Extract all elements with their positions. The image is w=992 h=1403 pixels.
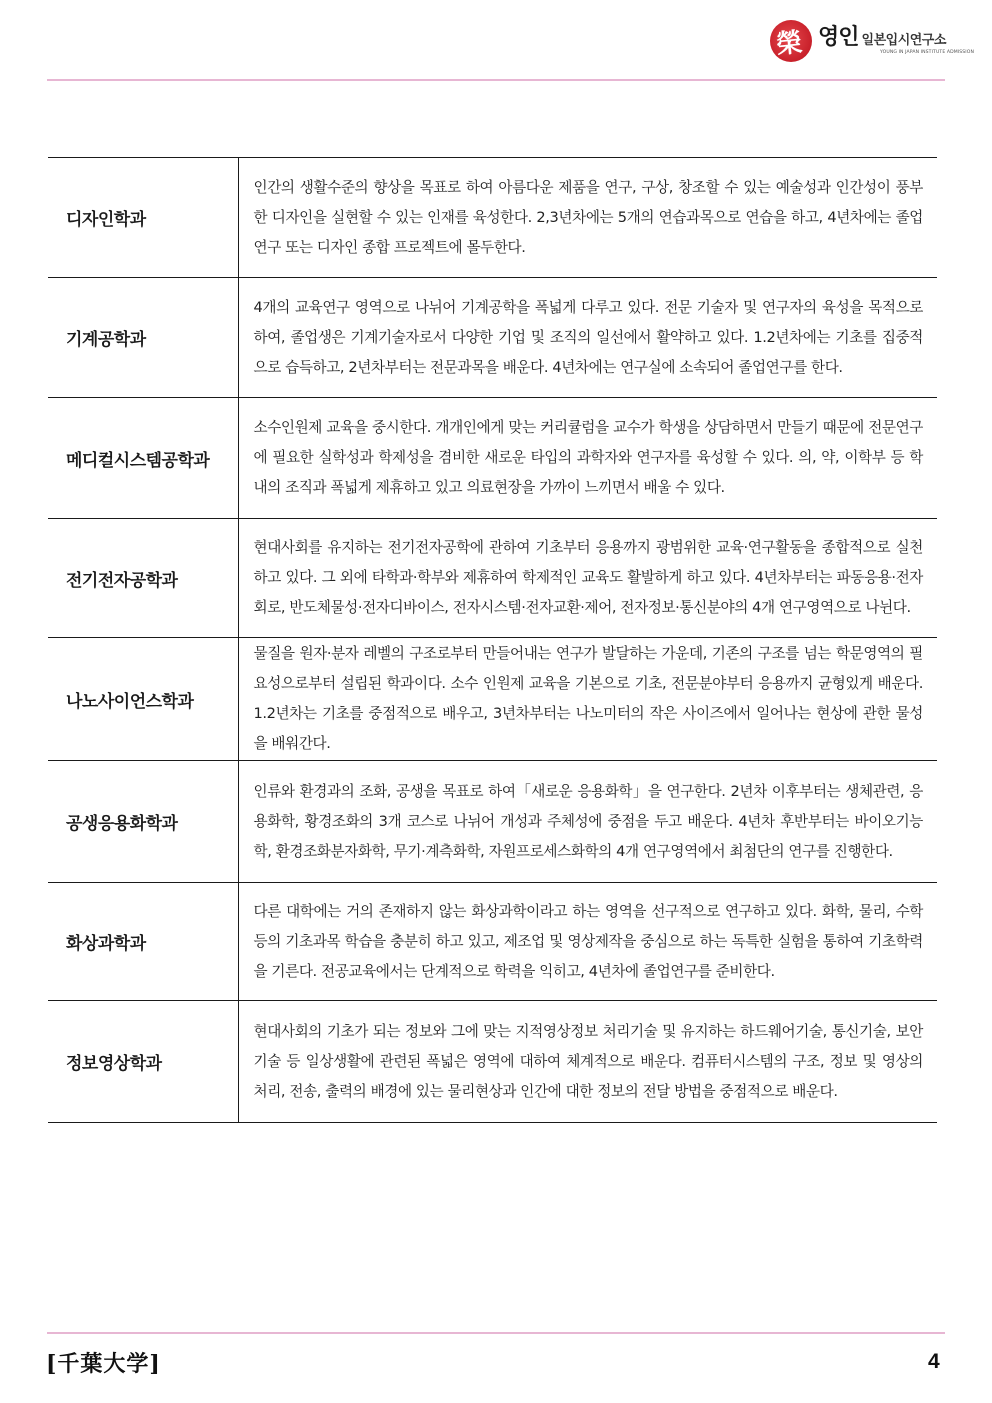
- department-description: 현대사회를 유지하는 전기전자공학에 관하여 기초부터 응용까지 광범위한 교육·연구활동을 종합적으로 실천하고 있다. 그 외에 타학과·학부와 제휴하여 학제적인 교육도 활발하게 하고 있다. 4년차부터는 파동응용·전자회로, 반도체물성·전자디바이스, 전자시스템·전자교환·제어, 전자정보·통신분야의 4개 연구영역으로 나뉜다.: [238, 519, 937, 638]
- table-row: [48, 398, 937, 519]
- table-row: [48, 638, 937, 761]
- department-table: [48, 157, 937, 1123]
- table-row: [48, 158, 937, 278]
- logo-tagline: YOUNG IN JAPAN INSTITUTE ADMISSION: [880, 49, 975, 55]
- table-row: [48, 883, 937, 1001]
- department-description: 소수인원제 교육을 중시한다. 개개인에게 맞는 커리큘럼을 교수가 학생을 상담하면서 만들기 때문에 전문연구에 필요한 실학성과 학제성을 겸비한 새로운 타입의 과학자와 연구자를 육성할 수 있다. 의, 약, 이학부 등 학내의 조직과 폭넓게 제휴하고 있고 의료현장을 가까이 느끼면서 배울 수 있다.: [238, 398, 937, 519]
- header-divider: [47, 79, 945, 81]
- department-description: 인간의 생활수준의 향상을 목표로 하여 아름다운 제품을 연구, 구상, 창조할 수 있는 예술성과 인간성이 풍부한 디자인을 실현할 수 있는 인재를 육성한다. 2,3년차에는 5개의 연습과목으로 연습을 하고, 4년차에는 졸업연구 또는 디자인 종합 프로젝트에 몰두한다.: [238, 158, 937, 278]
- department-name: 기계공학과: [48, 278, 238, 398]
- logo-sub-text: 일본입시연구소: [861, 32, 946, 48]
- table-row: [48, 519, 937, 638]
- logo-emblem-icon: [770, 20, 812, 62]
- department-name: 전기전자공학과: [48, 519, 238, 638]
- footer-divider: [47, 1332, 945, 1334]
- company-logo: [770, 18, 974, 64]
- department-description: 다른 대학에는 거의 존재하지 않는 화상과학이라고 하는 영역을 선구적으로 연구하고 있다. 화학, 물리, 수학 등의 기초과목 학습을 충분히 하고 있고, 제조업 및 영상제작을 중심으로 하는 독특한 실험을 통하여 기초학력을 기른다. 전공교육에서는 단계적으로 학력을 익히고, 4년차에 졸업연구를 준비한다.: [238, 883, 937, 1001]
- table-row: [48, 278, 937, 398]
- page-number: 4: [928, 1350, 940, 1373]
- logo-glyph: 榮: [774, 27, 804, 61]
- logo-main-text: 영인: [818, 24, 859, 50]
- logo-wordmark: [818, 24, 975, 56]
- department-name: 공생응용화학과: [48, 761, 238, 883]
- table-row: [48, 1001, 937, 1123]
- department-name: 나노사이언스학과: [48, 638, 238, 761]
- table-row: [48, 761, 937, 883]
- department-name: 디자인학과: [48, 158, 238, 278]
- department-name: 화상과학과: [48, 883, 238, 1001]
- department-description: 4개의 교육연구 영역으로 나뉘어 기계공학을 폭넓게 다루고 있다. 전문 기술자 및 연구자의 육성을 목적으로 하여, 졸업생은 기계기술자로서 다양한 기업 및 조직의 일선에서 활약하고 있다. 1.2년차에는 기초를 집중적으로 습득하고, 2년차부터는 전문과목을 배운다. 4년차에는 연구실에 소속되어 졸업연구를 한다.: [238, 278, 937, 398]
- department-description: 현대사회의 기초가 되는 정보와 그에 맞는 지적영상정보 처리기술 및 유지하는 하드웨어기술, 통신기술, 보안기술 등 일상생활에 관련된 폭넓은 영역에 대하여 체계적으로 배운다. 컴퓨터시스템의 구조, 정보 및 영상의 처리, 전송, 출력의 배경에 있는 물리현상과 인간에 대한 정보의 전달 방법을 중점적으로 배운다.: [238, 1001, 937, 1123]
- department-name: 메디컬시스템공학과: [48, 398, 238, 519]
- footer-university-name: [千葉大学]: [46, 1351, 161, 1377]
- department-description: 물질을 원자·분자 레벨의 구조로부터 만들어내는 연구가 발달하는 가운데, 기존의 구조를 넘는 학문영역의 필요성으로부터 설립된 학과이다. 소수 인원제 교육을 기본으로 기초, 전문분야부터 응용까지 균형있게 배운다. 1.2년차는 기초를 중점적으로 배우고, 3년차부터는 나노미터의 작은 사이즈에서 일어나는 현상에 관한 물성을 배워간다.: [238, 638, 937, 761]
- department-description: 인류와 환경과의 조화, 공생을 목표로 하여「새로운 응용화학」을 연구한다. 2년차 이후부터는 생체관련, 응용화학, 황경조화의 3개 코스로 나뉘어 개성과 주체성에 중점을 두고 배운다. 4년차 후반부터는 바이오기능학, 환경조화분자화학, 무기·계측화학, 자원프로세스화학의 4개 연구영역에서 최첨단의 연구를 진행한다.: [238, 761, 937, 883]
- department-name: 정보영상학과: [48, 1001, 238, 1123]
